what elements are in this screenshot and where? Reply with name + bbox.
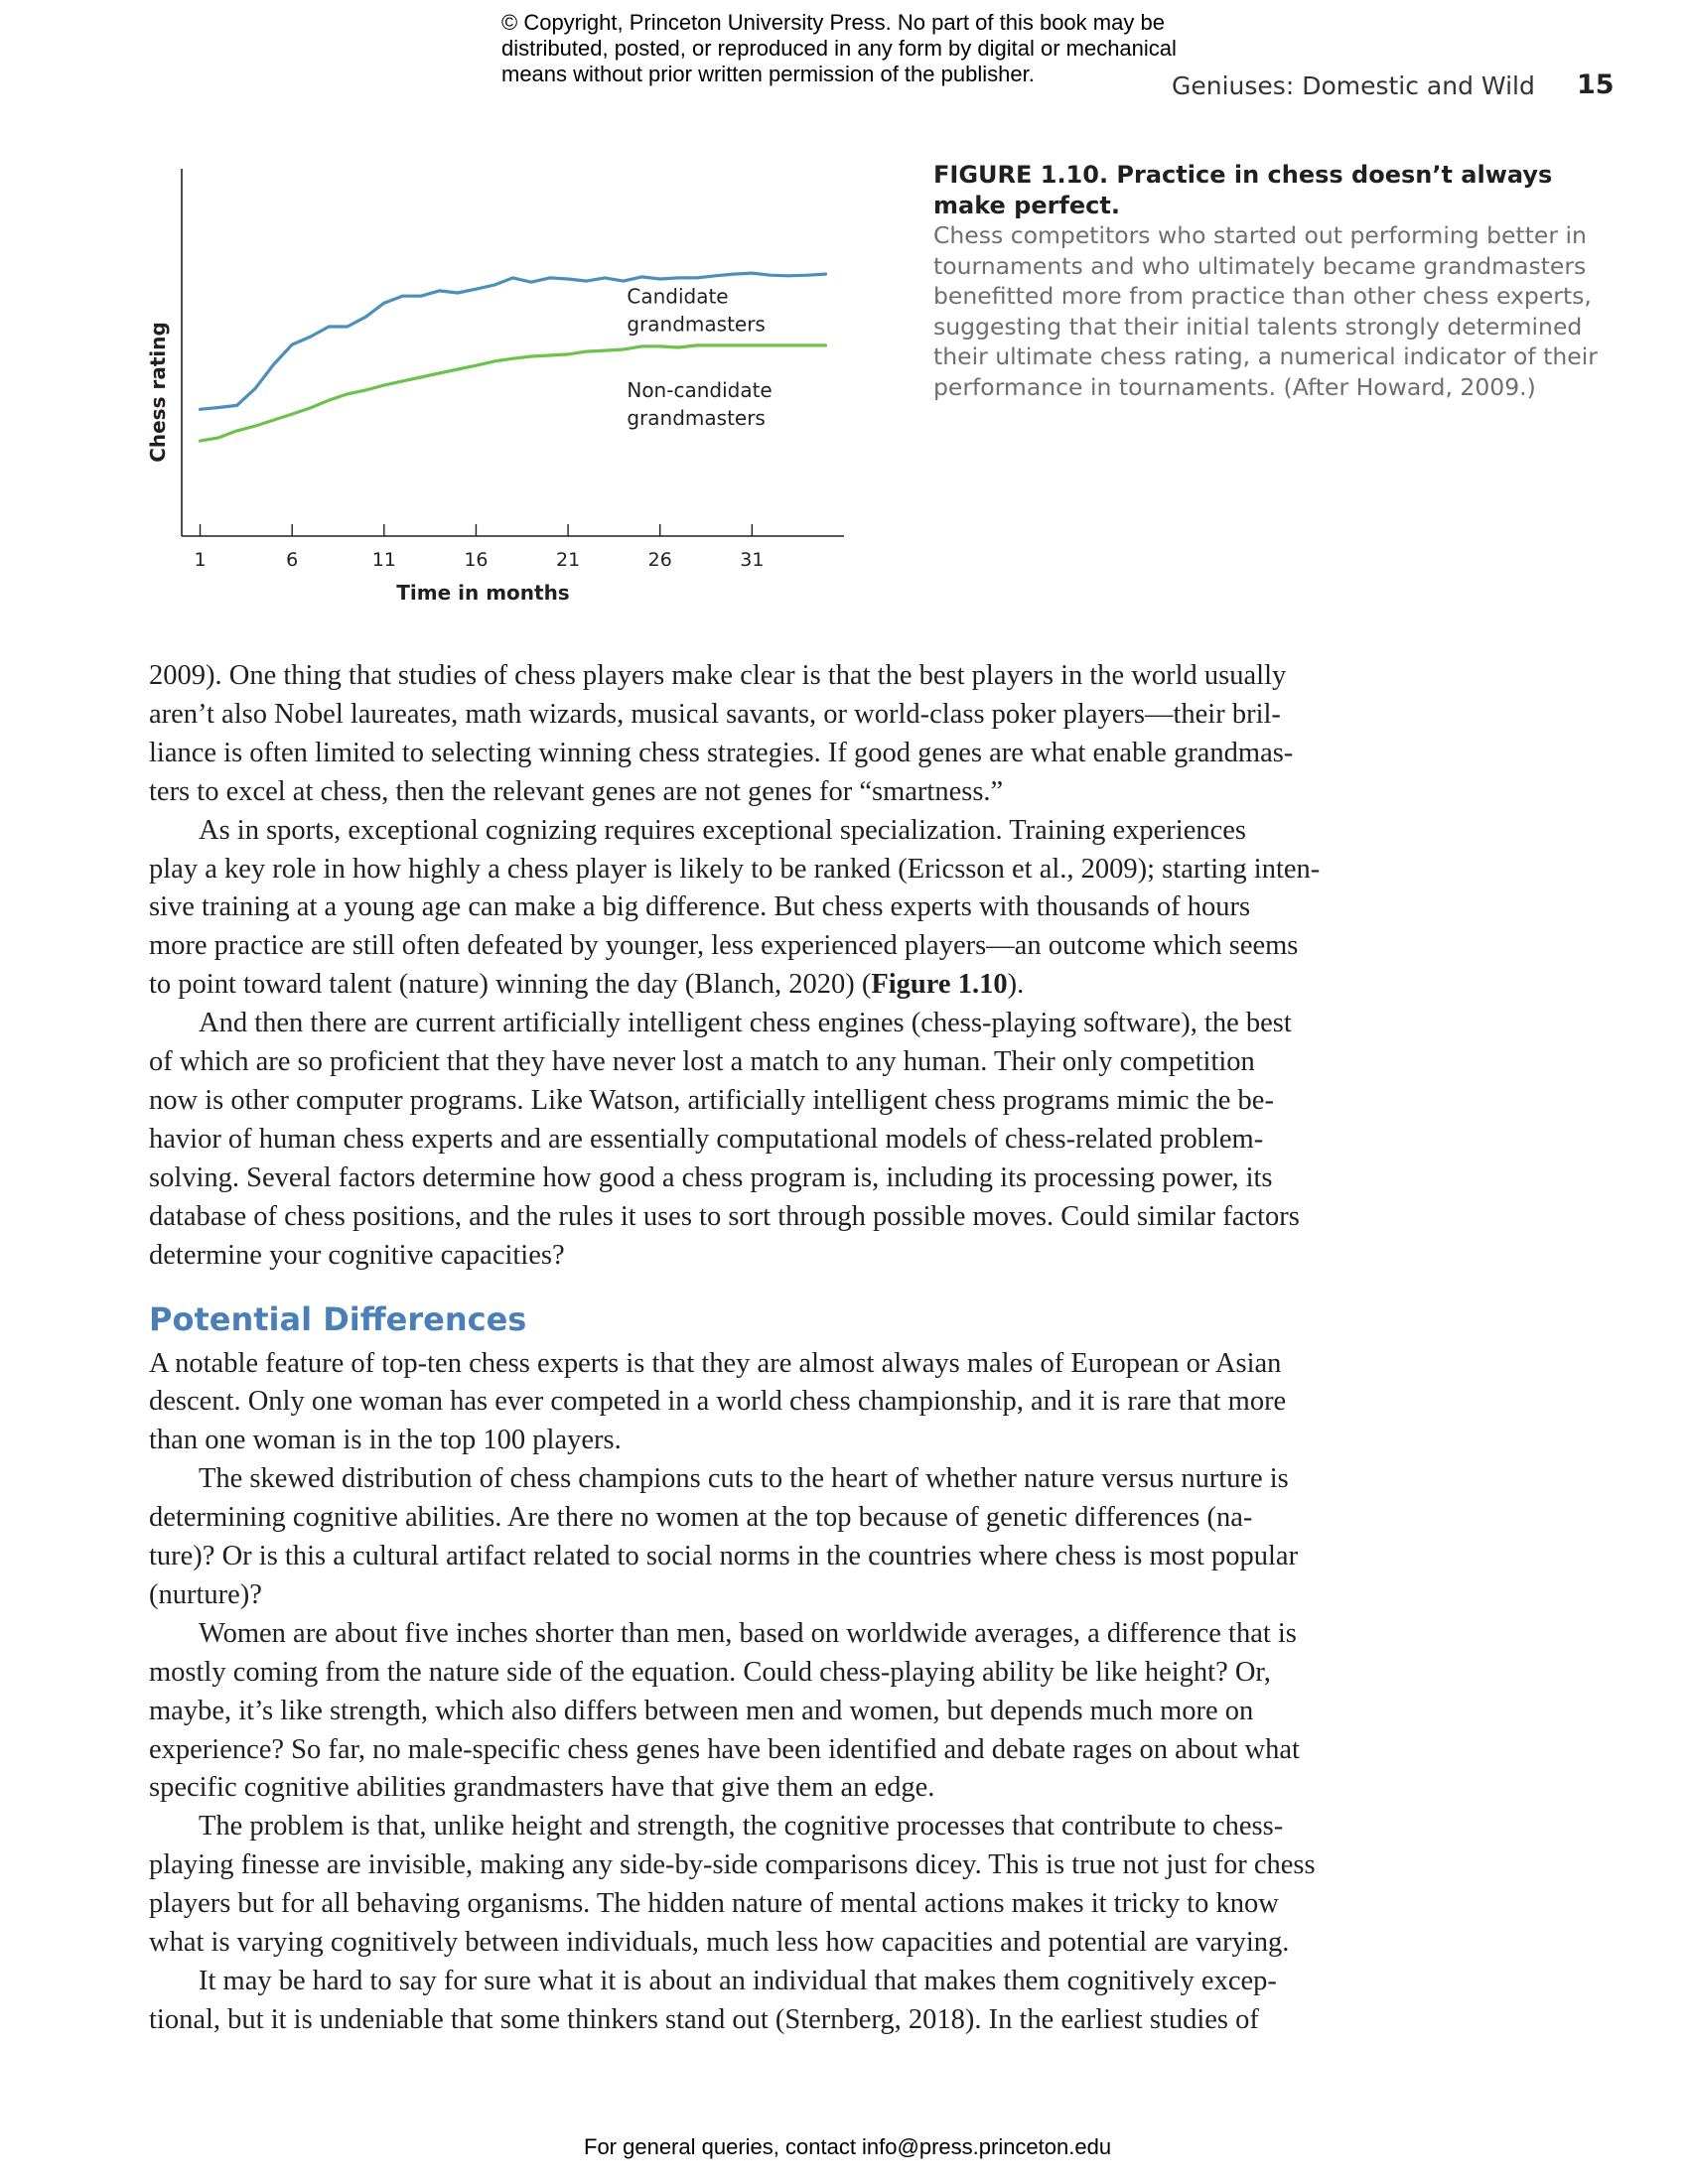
paragraph-2 bbox=[149, 812, 1321, 1006]
text-line bbox=[149, 966, 1231, 1005]
caption-line: performance in tournaments. (After Howard, 2009.) bbox=[933, 372, 1536, 401]
text-line: of which are so proficient that they have never lost a match to any human. Their only competition bbox=[149, 1046, 1255, 1078]
text-line: A notable feature of top-ten chess experts is that they are almost always males of European or Asian bbox=[149, 1347, 1282, 1379]
paragraph-8 bbox=[149, 1963, 1277, 2040]
paragraph-7 bbox=[149, 1808, 1316, 1963]
x-tick-label: 16 bbox=[464, 549, 489, 571]
text-line: The skewed distribution of chess champions cuts to the heart of whether nature versus nurture is bbox=[199, 1463, 1289, 1495]
text-line: determining cognitive abilities. Are there no women at the top because of genetic differences (na- bbox=[149, 1502, 1253, 1534]
text-line: specific cognitive abilities grandmasters have that give them an edge. bbox=[149, 1772, 935, 1804]
text-segment: to point toward talent (nature) winning the day (Blanch, 2020) ( bbox=[149, 969, 872, 1001]
caption-line: benefitted more from practice than other chess experts, bbox=[933, 282, 1592, 310]
text-line: ters to excel at chess, then the relevant genes are not genes for “smartness.” bbox=[149, 775, 1004, 807]
text-line: And then there are current artificially intelligent chess engines (chess-playing software), the best bbox=[199, 1008, 1292, 1039]
x-tick-label: 11 bbox=[371, 549, 396, 571]
copyright-line: distributed, posted, or reproduced in any form by digital or mechanical bbox=[501, 36, 1177, 61]
text-line: what is varying cognitively between individuals, much less how capacities and potential are varying. bbox=[149, 1927, 1290, 1959]
paragraph-5 bbox=[149, 1460, 1299, 1615]
chess-rating-line-chart bbox=[139, 149, 864, 615]
caption-line: suggesting that their initial talents strongly determined bbox=[933, 312, 1583, 341]
series-label: Candidate bbox=[627, 284, 729, 309]
text-line: tional, but it is undeniable that some thinkers stand out (Sternberg, 2018). In the earliest studies of bbox=[149, 2003, 1259, 2035]
text-line: liance is often limited to selecting winning chess strategies. If good genes are what enable grandmas- bbox=[149, 737, 1294, 768]
text-line: descent. Only one woman has ever competed in a world chess championship, and it is rare that more bbox=[149, 1386, 1287, 1418]
text-line: play a key role in how highly a chess player is likely to be ranked (Ericsson et al., 2009); starting inten- bbox=[149, 853, 1321, 885]
series-label: Non-candidate bbox=[627, 378, 773, 402]
text-line: aren’t also Nobel laureates, math wizards, musical savants, or world-class poker players—their bril- bbox=[149, 698, 1281, 730]
text-line: playing finesse are invisible, making any side-by-side comparisons dicey. This is true not just for chess bbox=[149, 1849, 1316, 1881]
text-line: determine your cognitive capacities? bbox=[149, 1239, 565, 1271]
text-line: ture)? Or is this a cultural artifact related to social norms in the countries where chess is most popular bbox=[149, 1541, 1299, 1572]
caption-line: their ultimate chess rating, a numerical indicator of their bbox=[933, 342, 1598, 370]
page-number: 15 bbox=[1577, 69, 1615, 100]
x-tick-label: 6 bbox=[286, 549, 299, 571]
x-tick-label: 26 bbox=[647, 549, 672, 571]
text-line: database of chess positions, and the rules it uses to sort through possible moves. Could similar factors bbox=[149, 1200, 1300, 1232]
text-line: experience? So far, no male-specific chess genes have been identified and debate rages on about what bbox=[149, 1733, 1300, 1765]
figure-reference-link[interactable]: Figure 1.10 bbox=[871, 969, 1008, 1001]
text-line: The problem is that, unlike height and strength, the cognitive processes that contribute to chess- bbox=[199, 1811, 1284, 1843]
text-line: havior of human chess experts and are essentially computational models of chess-related problem- bbox=[149, 1123, 1264, 1155]
series-label: grandmasters bbox=[627, 406, 766, 430]
figure-caption-body bbox=[933, 220, 1628, 402]
footer-contact: For general queries, contact info@press.princeton.edu bbox=[584, 2134, 1112, 2159]
text-line: sive training at a young age can make a big difference. But chess experts with thousands of hours bbox=[149, 891, 1251, 923]
caption-line: Chess competitors who started out performing better in bbox=[933, 221, 1587, 249]
text-line: It may be hard to say for sure what it is about an individual that makes them cognitively excep- bbox=[199, 1966, 1277, 1996]
text-line: players but for all behaving organisms. The hidden nature of mental actions makes it tricky to know bbox=[149, 1888, 1279, 1920]
figure-caption-title: FIGURE 1.10. Practice in chess doesn’t always make perfect. bbox=[933, 161, 1553, 219]
x-axis-title: Time in months bbox=[396, 581, 570, 605]
text-line: more practice are still often defeated by younger, less experienced players—an outcome which seems bbox=[149, 930, 1299, 962]
paragraph-1 bbox=[149, 657, 1294, 812]
x-tick-label: 21 bbox=[555, 549, 581, 571]
copyright-line: © Copyright, Princeton University Press. No part of this book may be bbox=[501, 10, 1165, 35]
x-tick-label: 31 bbox=[740, 549, 765, 571]
body-text bbox=[149, 657, 1321, 2040]
y-axis-title: Chess rating bbox=[146, 322, 170, 463]
text-line: (nurture)? bbox=[149, 1578, 262, 1610]
chart-labels bbox=[627, 285, 772, 431]
text-segment: ). bbox=[1007, 969, 1025, 1001]
text-line: mostly coming from the nature side of the equation. Could chess-playing ability be like height? Or, bbox=[149, 1656, 1271, 1688]
text-line: solving. Several factors determine how good a chess program is, including its processing power, its bbox=[149, 1161, 1273, 1193]
caption-line: tournaments and who ultimately became grandmasters bbox=[933, 251, 1587, 280]
text-line: As in sports, exceptional cognizing requires exceptional specialization. Training experiences bbox=[199, 814, 1246, 846]
copyright-line: means without prior written permission of the publisher. bbox=[501, 62, 1035, 86]
figure-caption bbox=[933, 160, 1628, 402]
text-line: than one woman is in the top 100 players. bbox=[149, 1425, 622, 1456]
text-line: 2009). One thing that studies of chess players make clear is that the best players in the world usually bbox=[149, 660, 1287, 691]
section-heading: Potential Differences bbox=[149, 1299, 527, 1338]
paragraph-6 bbox=[149, 1615, 1300, 1809]
series-label: grandmasters bbox=[627, 312, 766, 337]
running-head: Geniuses: Domestic and Wild bbox=[1172, 71, 1535, 100]
paragraph-4 bbox=[149, 1345, 1287, 1461]
text-line: now is other computer programs. Like Watson, artificially intelligent chess programs mimic the be- bbox=[149, 1084, 1274, 1116]
paragraph-3 bbox=[149, 1005, 1300, 1275]
x-tick-label: 1 bbox=[194, 549, 207, 571]
text-line: maybe, it’s like strength, which also differs between men and women, but depends much more on bbox=[149, 1695, 1254, 1726]
text-line: Women are about five inches shorter than men, based on worldwide averages, a difference that is bbox=[199, 1617, 1297, 1649]
copyright-notice bbox=[501, 10, 1216, 87]
